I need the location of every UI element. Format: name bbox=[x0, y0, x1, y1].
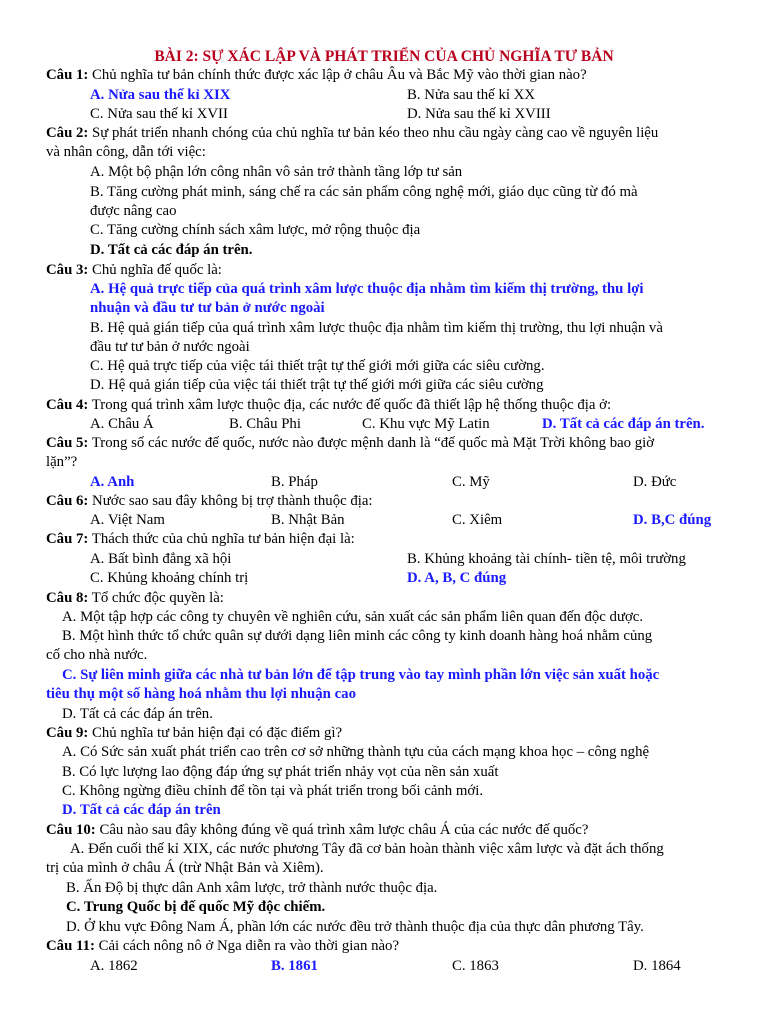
q11-answer-b: B. 1861 bbox=[271, 958, 318, 974]
q9-answer-d: D. Tất cả các đáp án trên bbox=[62, 802, 221, 818]
q4-answer-a: A. Châu Á bbox=[90, 416, 154, 432]
q3-answer-b-cont: đầu tư tư bản ở nước ngoài bbox=[90, 339, 250, 355]
q9-answer-c: C. Không ngừng điều chỉnh để tồn tại và phát triển trong bối cảnh mới. bbox=[62, 783, 484, 799]
q4-answer-c: C. Khu vực Mỹ Latin bbox=[362, 416, 490, 432]
question-text: Câu nào sau đây không đúng về quá trình xâm lược châu Á của các nước đế quốc? bbox=[95, 822, 589, 838]
q7-answer-c: C. Khủng khoảng chính trị bbox=[90, 570, 249, 586]
q3-answer-b: B. Hệ quả gián tiếp của quá trình xâm lược thuộc địa nhằm tìm kiếm thị trường, thu lợi nhuận và bbox=[90, 320, 663, 336]
question-text: Trong quá trình xâm lược thuộc địa, các nước đế quốc đã thiết lập hệ thống thuộc địa ở: bbox=[88, 397, 612, 413]
q10-answer-c: C. Trung Quốc bị đế quốc Mỹ độc chiếm. bbox=[66, 899, 326, 915]
q6-answer-b: B. Nhật Bản bbox=[271, 512, 345, 528]
q2-answer-d: D. Tất cả các đáp án trên. bbox=[90, 242, 253, 258]
question-text: Chủ nghĩa tư bản hiện đại có đặc điểm gì? bbox=[88, 725, 343, 741]
q8-answer-b: B. Một hình thức tổ chức quân sự dưới dạng liên minh các công ty kinh doanh hàng hoá nhằm củng bbox=[62, 628, 653, 644]
question-number: Câu 5: bbox=[46, 435, 89, 451]
q3-answer-a-cont: nhuận và đầu tư tư bản ở nước ngoài bbox=[90, 300, 325, 316]
question-11 bbox=[46, 937, 399, 956]
q6-answer-c: C. Xiêm bbox=[452, 512, 503, 528]
q6-answer-d: D. B,C đúng bbox=[633, 512, 712, 528]
q8-answer-b-cont: cố cho nhà nước. bbox=[46, 647, 148, 663]
question-2 bbox=[46, 124, 658, 143]
q9-answer-a: A. Có Sức sản xuất phát triển cao trên cơ sở những thành tựu của cách mạng khoa học – công nghệ bbox=[62, 744, 650, 760]
question-1 bbox=[46, 66, 587, 85]
q1-answer-b: B. Nửa sau thế kỉ XX bbox=[407, 87, 536, 103]
q2-answer-a: A. Một bộ phận lớn công nhân vô sản trở thành tầng lớp tư sản bbox=[90, 164, 463, 180]
q1-answer-c: C. Nửa sau thế kỉ XVII bbox=[90, 106, 228, 122]
q10-answer-b: B. Ấn Độ bị thực dân Anh xâm lược, trở thành nước thuộc địa. bbox=[66, 880, 438, 896]
q7-answer-d: D. A, B, C đúng bbox=[407, 570, 507, 586]
question-number: Câu 9: bbox=[46, 725, 89, 741]
q2-answer-c: C. Tăng cường chính sách xâm lược, mở rộng thuộc địa bbox=[90, 222, 421, 238]
q11-answer-c: C. 1863 bbox=[452, 958, 499, 974]
q5-answer-a: A. Anh bbox=[90, 474, 135, 490]
question-number: Câu 3: bbox=[46, 262, 89, 278]
q5-text-cont: lặn”? bbox=[46, 454, 78, 470]
q1-answer-d: D. Nửa sau thế kỉ XVIII bbox=[407, 106, 551, 122]
question-text: Tổ chức độc quyền là: bbox=[88, 590, 224, 606]
question-text: Cải cách nông nô ở Nga diễn ra vào thời gian nào? bbox=[94, 938, 400, 954]
question-text: Thách thức của chủ nghĩa tư bản hiện đại là: bbox=[88, 531, 355, 547]
q9-answer-b: B. Có lực lượng lao động đáp ứng sự phát triển nhảy vọt của nền sản xuất bbox=[62, 764, 499, 780]
q8-answer-c-cont: tiêu thụ một số hàng hoá nhằm thu lợi nhuận cao bbox=[46, 686, 356, 702]
q3-answer-c: C. Hệ quả trực tiếp của việc tái thiết trật tự thế giới mới giữa các siêu cường. bbox=[90, 358, 545, 374]
q2-text-cont: và nhân công, dẫn tới việc: bbox=[46, 144, 206, 160]
question-number: Câu 6: bbox=[46, 493, 89, 509]
q11-answer-a: A. 1862 bbox=[90, 958, 138, 974]
question-text: Chủ nghĩa đế quốc là: bbox=[88, 262, 222, 278]
question-text: Trong số các nước đế quốc, nước nào được mệnh danh là “đế quốc mà Mặt Trời không bao giờ bbox=[88, 435, 655, 451]
question-number: Câu 1: bbox=[46, 67, 89, 83]
q7-answer-a: A. Bất bình đẳng xã hội bbox=[90, 551, 232, 567]
q11-answer-d: D. 1864 bbox=[633, 958, 681, 974]
q5-answer-b: B. Pháp bbox=[271, 474, 318, 490]
question-text: Nước sao sau đây không bị trợ thành thuộc địa: bbox=[88, 493, 373, 509]
q6-answer-a: A. Việt Nam bbox=[90, 512, 165, 528]
page-title: BÀI 2: SỰ XÁC LẬP VÀ PHÁT TRIỂN CỦA CHỦ NGHĨA TƯ BẢN bbox=[154, 48, 614, 65]
question-text: Chủ nghĩa tư bản chính thức được xác lập ở châu Âu và Bắc Mỹ vào thời gian nào? bbox=[88, 67, 587, 83]
q7-answer-b: B. Khủng khoảng tài chính- tiền tệ, môi trường bbox=[407, 551, 686, 567]
question-8 bbox=[46, 589, 224, 608]
question-3 bbox=[46, 261, 222, 280]
q3-answer-a: A. Hệ quả trực tiếp của quá trình xâm lược thuộc địa nhằm tìm kiếm thị trường, thu lợi bbox=[90, 281, 644, 297]
q8-answer-c: C. Sự liên minh giữa các nhà tư bản lớn để tập trung vào tay mình phần lớn việc sản xuất hoặc bbox=[62, 667, 660, 683]
question-number: Câu 11: bbox=[46, 938, 95, 954]
question-text: Sự phát triển nhanh chóng của chủ nghĩa tư bản kéo theo nhu cầu ngày càng cao về nguyên liệu bbox=[88, 125, 659, 141]
question-7 bbox=[46, 530, 355, 549]
question-5 bbox=[46, 434, 654, 453]
q8-answer-a: A. Một tập hợp các công ty chuyên về nghiên cứu, sản xuất các sản phẩm liên quan đến độc dược. bbox=[62, 609, 644, 625]
question-number: Câu 7: bbox=[46, 531, 89, 547]
q10-answer-d: D. Ở khu vực Đông Nam Á, phần lớn các nước đều trở thành thuộc địa của thực dân phương Tây. bbox=[66, 919, 644, 935]
q10-answer-a-cont: trị của mình ở châu Á (trừ Nhật Bản và Xiêm). bbox=[46, 860, 324, 876]
question-number: Câu 2: bbox=[46, 125, 89, 141]
q4-answer-d: D. Tất cả các đáp án trên. bbox=[542, 416, 705, 432]
question-number: Câu 10: bbox=[46, 822, 96, 838]
question-number: Câu 8: bbox=[46, 590, 89, 606]
q5-answer-c: C. Mỹ bbox=[452, 474, 490, 490]
question-10 bbox=[46, 821, 588, 840]
q5-answer-d: D. Đức bbox=[633, 474, 677, 490]
q2-answer-b: B. Tăng cường phát minh, sáng chế ra các sản phẩm công nghệ mới, giáo dục cũng từ đó mà bbox=[90, 184, 638, 200]
q8-answer-d: D. Tất cả các đáp án trên. bbox=[62, 706, 213, 722]
q4-answer-b: B. Châu Phi bbox=[229, 416, 301, 432]
question-4 bbox=[46, 396, 611, 415]
q3-answer-d: D. Hệ quả gián tiếp của việc tái thiết trật tự thế giới mới giữa các siêu cường bbox=[90, 377, 544, 393]
question-6 bbox=[46, 492, 373, 511]
q2-answer-b-cont: được nâng cao bbox=[90, 203, 177, 219]
question-9 bbox=[46, 724, 342, 743]
question-number: Câu 4: bbox=[46, 397, 89, 413]
q10-answer-a: A. Đến cuối thế kỉ XIX, các nước phương Tây đã cơ bản hoàn thành việc xâm lược và đặt ách thống bbox=[70, 841, 664, 857]
q1-answer-a: A. Nửa sau thế kỉ XIX bbox=[90, 87, 231, 103]
